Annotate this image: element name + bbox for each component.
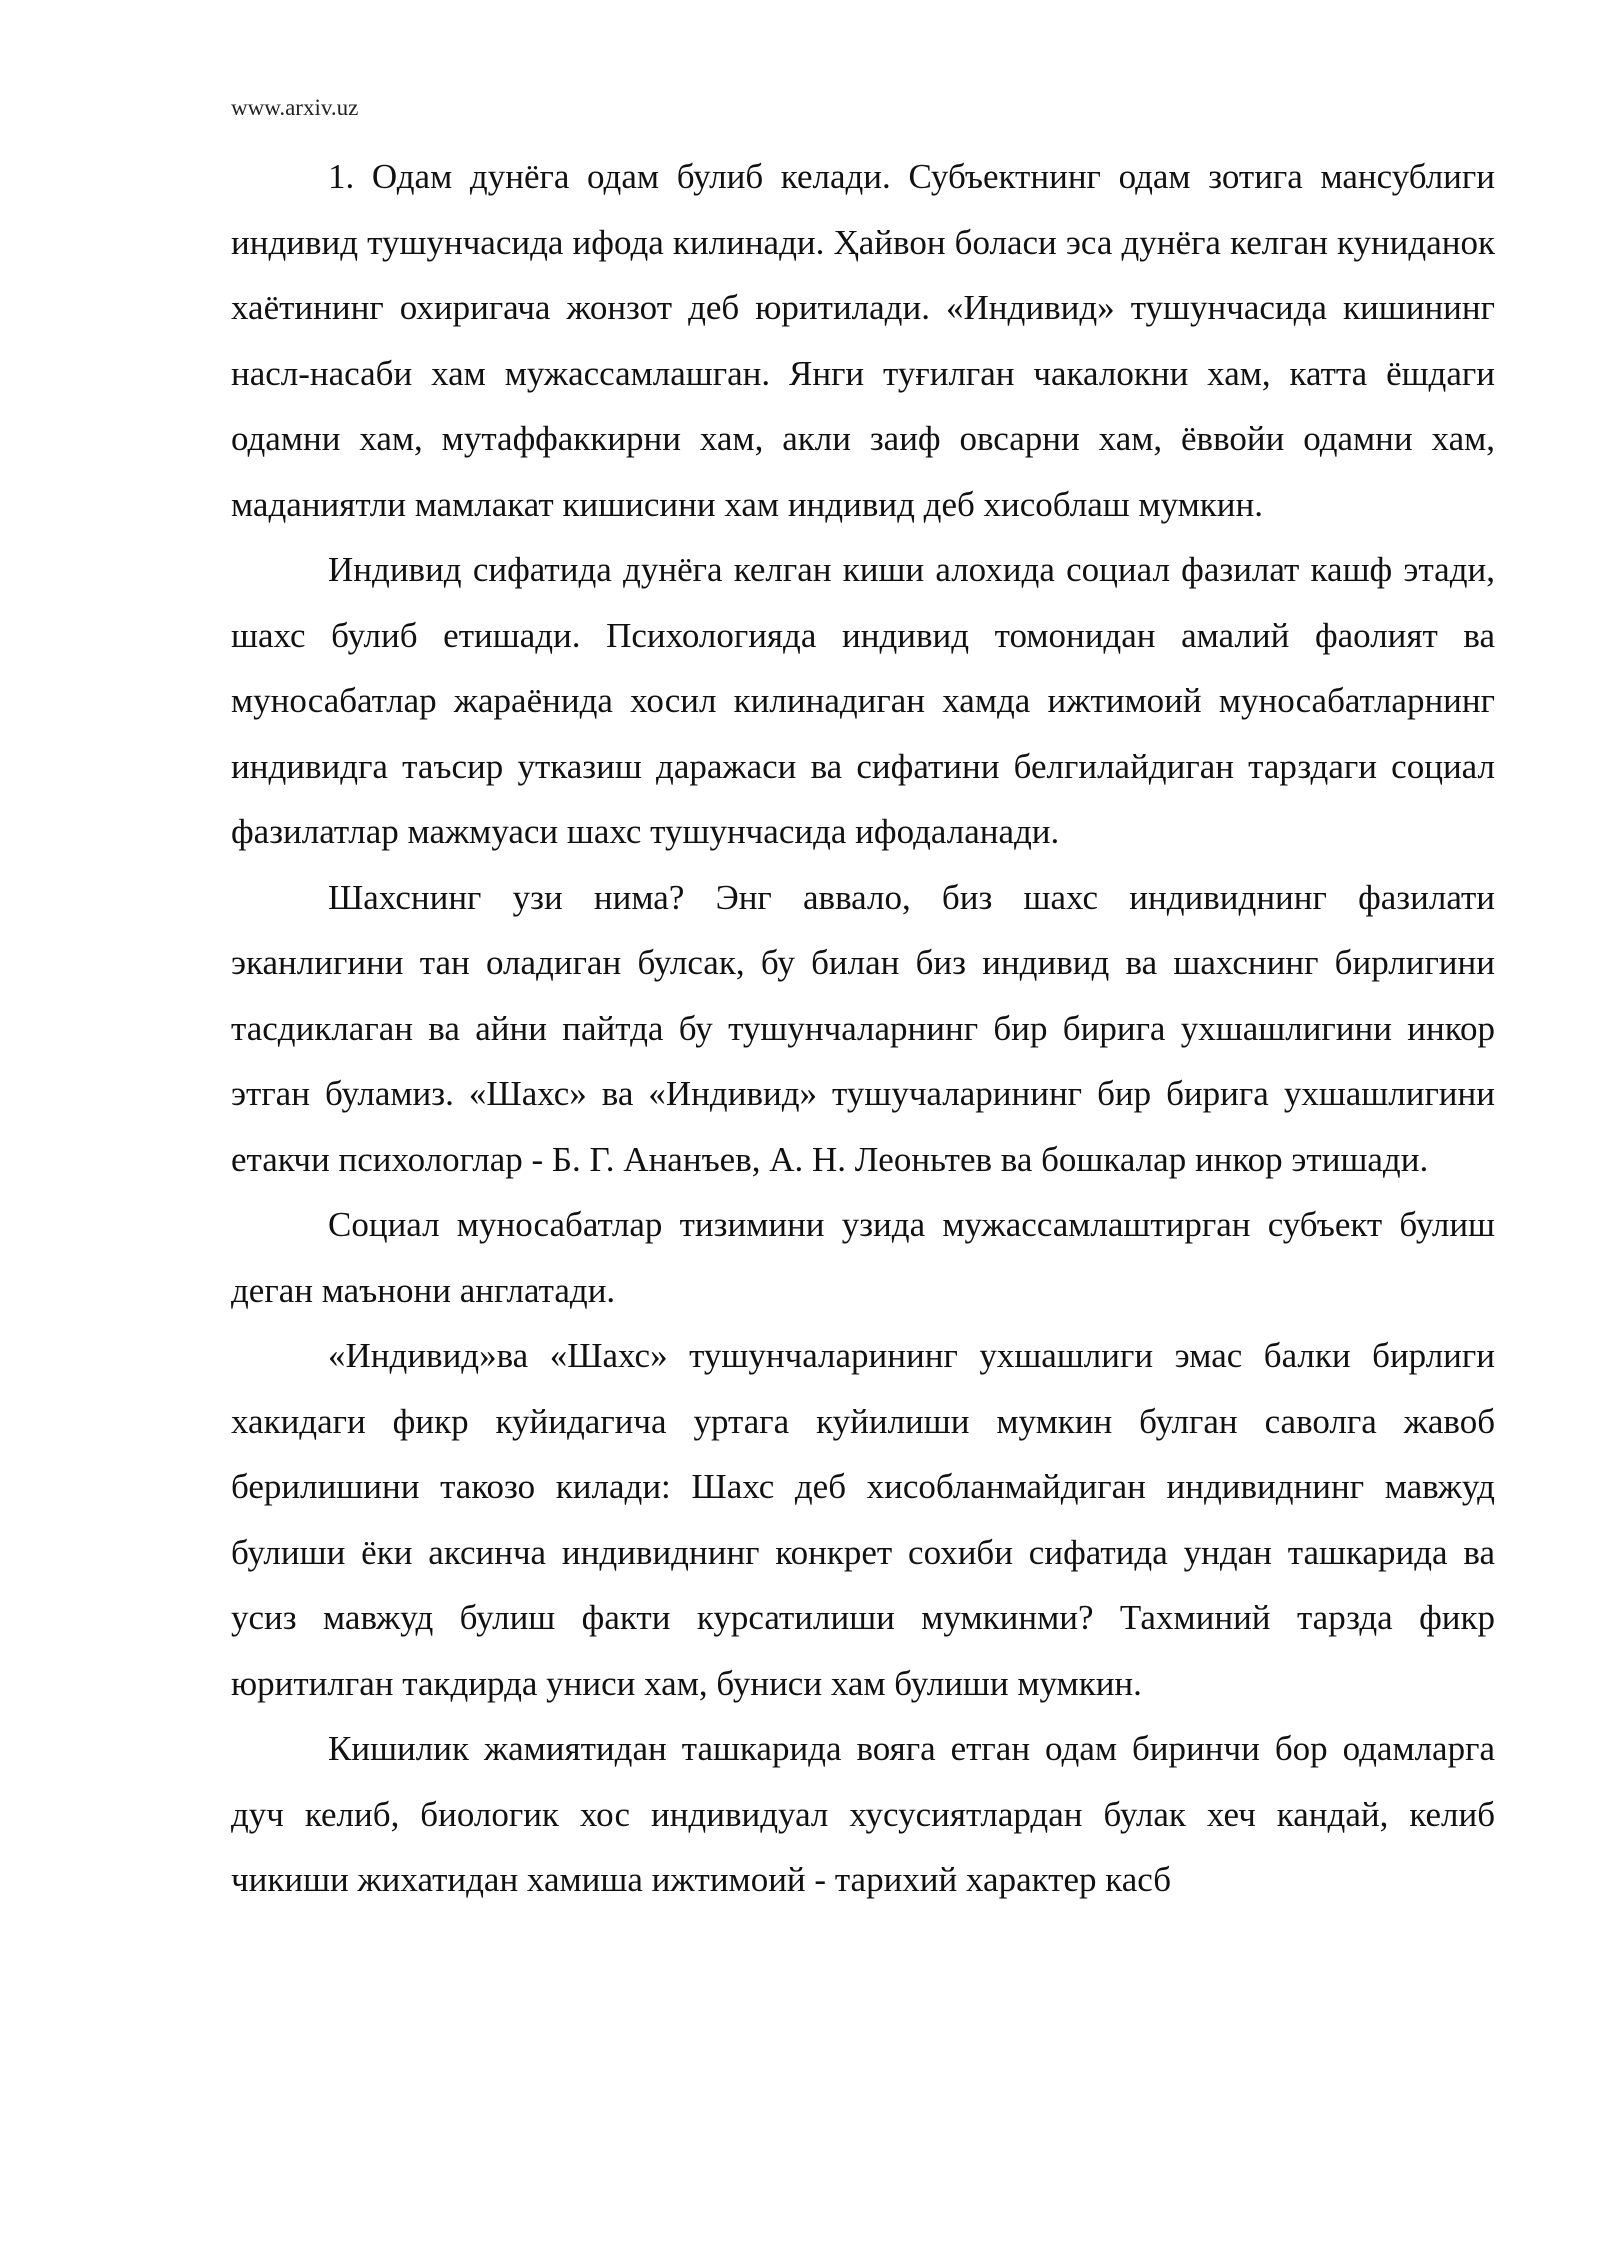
document-body <box>231 144 1495 1913</box>
paragraph-outside-society: Кишилик жамиятидан ташкарида вояга етган одам биринчи бор одамларга дуч келиб, биологик хос индивидуал хусусиятлардан булак хеч кандай, келиб чикиши жихатидан хамиша ижтимоий - тарихий характер касб <box>231 1729 1495 1899</box>
site-header-url: www.arxiv.uz <box>231 95 359 120</box>
paragraph-individual-vs-personality: «Индивид»ва «Шахс» тушунчаларининг ухшашлиги эмас балки бирлиги хакидаги фикр куйидагича уртага куйилиши мумкин булган саволга жавоб берилишини такозо килади: Шахс деб хисобланмайдиган индивиднинг мавжуд булиши ёки аксинча индивиднинг конкрет сохиби сифатида ундан ташкарида ва усиз мавжуд булиш факти курсатилиши мумкинми? Тахминий тарзда фикр юритилган такдирда униси хам, буниси хам булиши мумкин. <box>231 1336 1495 1703</box>
paragraph-social-relations: Социал муносабатлар тизимини узида мужассамлаштирган субъект булиш деган маънони англатади. <box>231 1205 1495 1310</box>
paragraph-individual-definition: 1. Одам дунёга одам булиб келади. Субъектнинг одам зотига мансублиги индивид тушунчасида ифода килинади. Ҳайвон боласи эса дунёга келган куниданок хаётининг охиригача жонзот деб юритилади. «Индивид» тушунчасида кишининг насл-насаби хам мужассамлашган. Янги туғилган чакалокни хам, катта ёшдаги одамни хам, мутаффаккирни хам, акли заиф овсарни хам, ёввойи одамни хам, маданиятли мамлакат кишисини хам индивид деб хисоблаш мумкин. <box>231 157 1495 524</box>
paragraph-what-is-personality: Шахснинг узи нима? Энг аввало, биз шахс индивиднинг фазилати эканлигини тан оладиган булсак, бу билан биз индивид ва шахснинг бирлигини тасдиклаган ва айни пайтда бу тушунчаларнинг бир бирига ухшашлигини инкор этган буламиз. «Шахс» ва «Индивид» тушучаларининг бир бирига ухшашлигини етакчи психологлар - Б. Г. Ананъев, А. Н. Леоньтев ва бошкалар инкор этишади. <box>231 877 1495 1179</box>
paragraph-personality-formation: Индивид сифатида дунёга келган киши алохида социал фазилат кашф этади, шахс булиб етишади. Психологияда индивид томонидан амалий фаолият ва муносабатлар жараёнида хосил килинадиган хамда ижтимоий муносабатларнинг индивидга таъсир утказиш даражаси ва сифатини белгилайдиган тарздаги социал фазилатлар мажмуаси шахс тушунчасида ифодаланади. <box>231 550 1495 851</box>
